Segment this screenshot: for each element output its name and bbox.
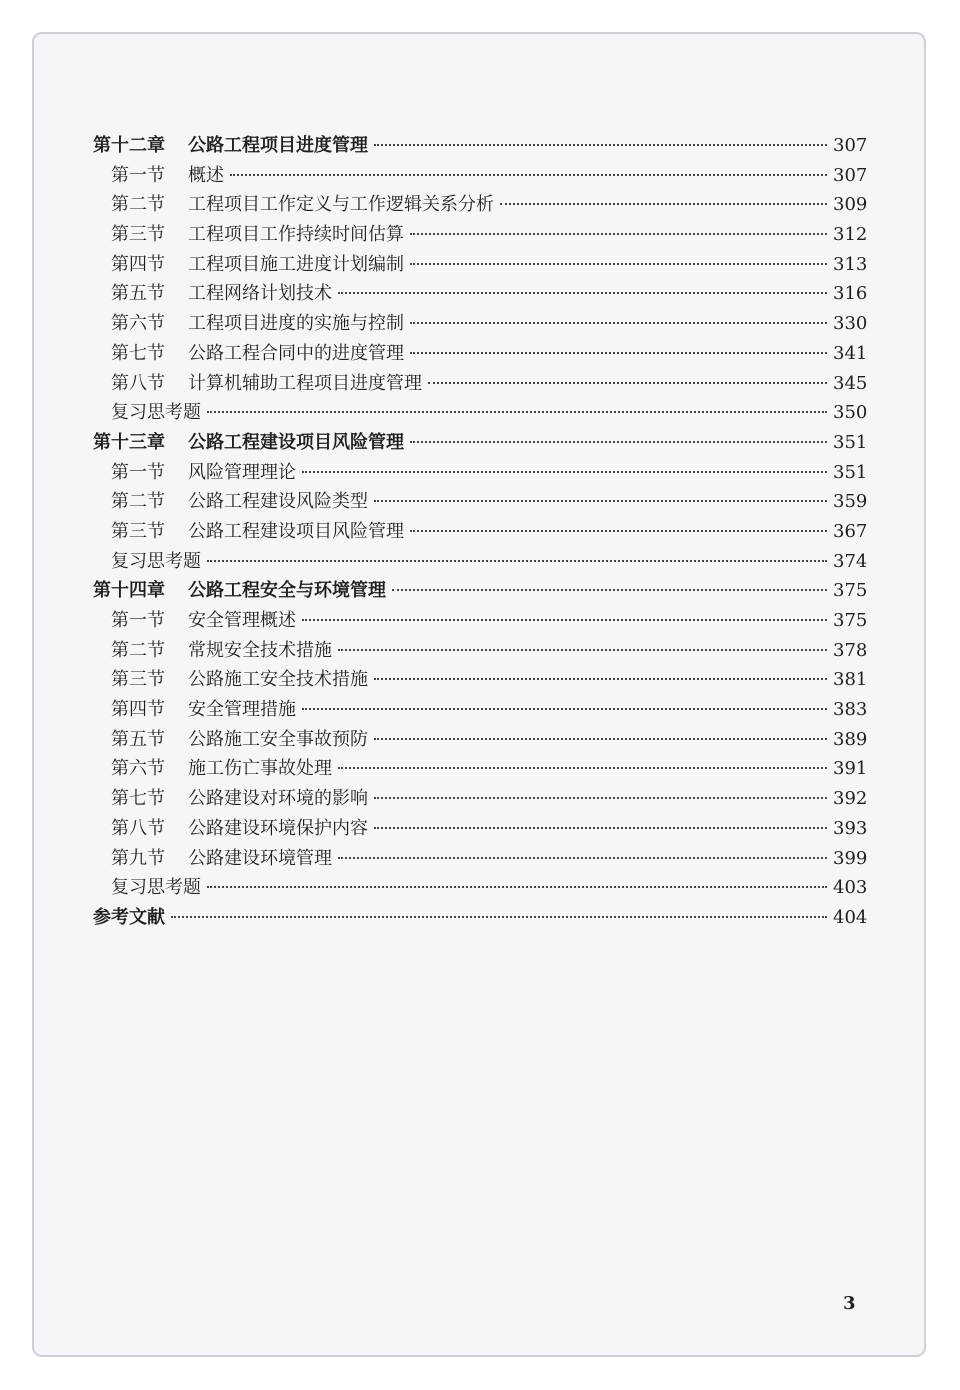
toc-chapter-row	[93, 428, 868, 458]
toc-title: 复习思考题	[111, 402, 201, 424]
toc-number: 第七节	[111, 788, 165, 810]
dot-leader	[338, 857, 827, 859]
toc-number: 第七节	[111, 342, 165, 364]
dot-leader	[392, 589, 827, 591]
toc-title: 常规安全技术措施	[188, 639, 332, 661]
toc-number: 第五节	[111, 728, 165, 750]
toc-title: 公路工程建设风险类型	[188, 491, 368, 513]
dot-leader	[374, 738, 827, 740]
dot-leader	[338, 292, 827, 294]
toc-section-row	[93, 339, 868, 369]
toc-number: 第十二章	[93, 135, 165, 156]
toc-title: 风险管理理论	[188, 461, 296, 483]
toc-page-number: 378	[833, 639, 868, 661]
toc-number: 第十三章	[93, 431, 165, 453]
toc-number: 第十四章	[93, 580, 165, 602]
toc-title: 公路工程建设项目风险管理	[188, 520, 404, 542]
toc-page-number: 367	[833, 520, 868, 542]
toc-title: 复习思考题	[111, 550, 201, 572]
toc-section-row	[93, 487, 868, 517]
toc-number: 第六节	[111, 758, 165, 780]
toc-number: 第一节	[111, 461, 165, 483]
toc-review-row	[93, 873, 868, 903]
toc-section-row	[93, 784, 868, 814]
toc-title: 公路工程安全与环境管理	[188, 580, 386, 602]
toc-number: 第六节	[111, 313, 165, 335]
toc-page-number: 383	[833, 699, 868, 721]
toc-number: 第三节	[111, 669, 165, 691]
toc-page-number: 374	[833, 550, 868, 572]
toc-title: 工程项目进度的实施与控制	[188, 313, 404, 335]
toc-title: 公路工程项目进度管理	[188, 135, 368, 156]
toc-section-row	[93, 190, 868, 220]
dot-leader	[207, 560, 827, 562]
toc-page-number: 316	[833, 283, 868, 305]
toc-references-row	[93, 903, 868, 933]
toc-page-number: 399	[833, 847, 868, 869]
toc-page-number: 375	[833, 610, 868, 631]
toc-section-row	[93, 754, 868, 784]
toc-section-row	[93, 369, 868, 399]
toc-number: 第二节	[111, 639, 165, 661]
toc-title: 公路建设环境保护内容	[188, 817, 368, 839]
dot-leader	[410, 263, 827, 265]
dot-leader	[410, 322, 827, 324]
dot-leader	[374, 500, 827, 502]
toc-page-number: 392	[833, 788, 868, 810]
toc-page-number: 341	[833, 342, 868, 364]
toc-page-number: 404	[833, 906, 868, 928]
toc-section-row	[93, 161, 868, 191]
toc-title: 安全管理措施	[188, 699, 296, 721]
toc-section-row	[93, 814, 868, 844]
toc-page-number: 345	[833, 372, 868, 394]
toc-number: 第五节	[111, 283, 165, 305]
toc-title: 参考文献	[93, 906, 165, 928]
dot-leader	[374, 144, 827, 146]
toc-number: 第八节	[111, 372, 165, 394]
toc-page-number: 312	[833, 224, 868, 246]
toc-review-row	[93, 547, 868, 577]
toc-page-number: 313	[833, 253, 868, 275]
toc-title: 工程项目工作定义与工作逻辑关系分析	[188, 194, 494, 216]
toc-title: 公路工程合同中的进度管理	[188, 342, 404, 364]
page-number: 3	[843, 1293, 856, 1314]
dot-leader	[171, 916, 827, 918]
toc-page-number: 381	[833, 669, 868, 691]
toc-title: 复习思考题	[111, 877, 201, 899]
toc-review-row	[93, 398, 868, 428]
toc-title: 公路工程建设项目风险管理	[188, 431, 404, 453]
dot-leader	[374, 827, 827, 829]
dot-leader	[230, 174, 827, 176]
toc-title: 计算机辅助工程项目进度管理	[188, 372, 422, 394]
toc-title: 工程网络计划技术	[188, 283, 332, 305]
dot-leader	[410, 233, 827, 235]
toc-page-number: 307	[833, 135, 868, 156]
dot-leader	[410, 441, 827, 443]
toc-section-row	[93, 725, 868, 755]
toc-page-number: 309	[833, 194, 868, 216]
toc-section-row	[93, 309, 868, 339]
toc-page-number: 351	[833, 461, 868, 483]
toc-section-row	[93, 517, 868, 547]
dot-leader	[302, 708, 827, 710]
toc-page-number: 375	[833, 580, 868, 602]
toc-page-number: 389	[833, 728, 868, 750]
toc-title: 公路建设环境管理	[188, 847, 332, 869]
toc-page-number: 351	[833, 431, 868, 453]
toc-title: 工程项目施工进度计划编制	[188, 253, 404, 275]
table-of-contents	[93, 131, 868, 933]
dot-leader	[207, 886, 827, 888]
toc-number: 第四节	[111, 699, 165, 721]
dot-leader	[500, 203, 827, 205]
toc-page-number: 391	[833, 758, 868, 780]
toc-number: 第一节	[111, 610, 165, 631]
toc-title: 安全管理概述	[188, 610, 296, 631]
dot-leader	[410, 352, 827, 354]
toc-section-row	[93, 458, 868, 488]
toc-number: 第二节	[111, 194, 165, 216]
toc-title: 公路建设对环境的影响	[188, 788, 368, 810]
toc-title: 概述	[188, 164, 224, 186]
toc-section-row	[93, 606, 868, 636]
dot-leader	[374, 678, 827, 680]
toc-number: 第三节	[111, 224, 165, 246]
toc-section-row	[93, 695, 868, 725]
toc-section-row	[93, 844, 868, 874]
toc-page-number: 350	[833, 402, 868, 424]
toc-page-number: 359	[833, 491, 868, 513]
toc-number: 第一节	[111, 164, 165, 186]
toc-title: 公路施工安全技术措施	[188, 669, 368, 691]
dot-leader	[207, 411, 827, 413]
toc-section-row	[93, 250, 868, 280]
toc-number: 第九节	[111, 847, 165, 869]
dot-leader	[338, 767, 827, 769]
toc-title: 施工伤亡事故处理	[188, 758, 332, 780]
toc-number: 第四节	[111, 253, 165, 275]
toc-section-row	[93, 636, 868, 666]
dot-leader	[428, 382, 827, 384]
dot-leader	[302, 619, 827, 621]
toc-title: 公路施工安全事故预防	[188, 728, 368, 750]
toc-page-number: 330	[833, 313, 868, 335]
dot-leader	[302, 471, 827, 473]
dot-leader	[374, 797, 827, 799]
toc-section-row	[93, 279, 868, 309]
dot-leader	[410, 530, 827, 532]
toc-section-row	[93, 665, 868, 695]
toc-page-number: 307	[833, 164, 868, 186]
toc-title: 工程项目工作持续时间估算	[188, 224, 404, 246]
toc-page-number: 403	[833, 877, 868, 899]
toc-chapter-row	[93, 131, 868, 161]
toc-number: 第八节	[111, 817, 165, 839]
toc-page-number: 393	[833, 817, 868, 839]
toc-number: 第二节	[111, 491, 165, 513]
toc-section-row	[93, 220, 868, 250]
dot-leader	[338, 649, 827, 651]
toc-number: 第三节	[111, 520, 165, 542]
toc-chapter-row	[93, 576, 868, 606]
